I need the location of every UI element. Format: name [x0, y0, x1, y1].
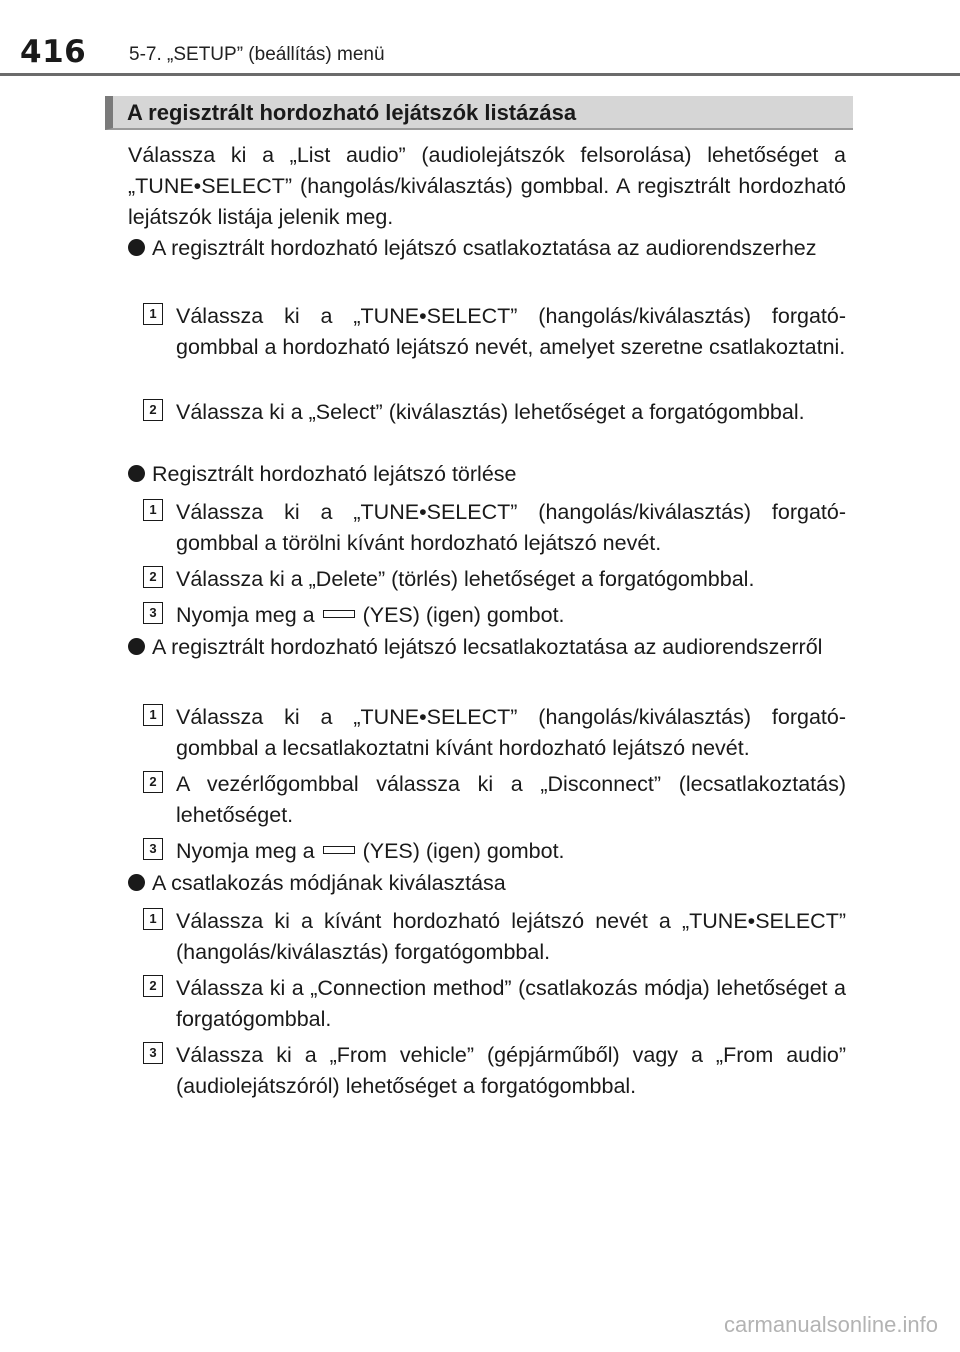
step-text: Válassza ki a „Delete” (törlés) lehetőséget a forgatógombbal.: [176, 567, 755, 591]
bullet-dot-icon: [128, 465, 145, 482]
step-text-after: (YES) (igen) gombot.: [362, 839, 565, 863]
bullet-item: [128, 868, 846, 899]
step-number-badge: 1: [143, 499, 163, 521]
step-number-badge: 2: [143, 566, 163, 588]
step-number-badge: 2: [143, 975, 163, 997]
step-text: Válassza ki a „Connection method” (csatlakozás módja) lehetőséget a forgatógombbal.: [176, 976, 846, 1031]
step-number-badge: 3: [143, 1042, 163, 1064]
step-text: Válassza ki a „Select” (kiválasztás) lehetőséget a forgatógombbal.: [176, 400, 805, 424]
bullet-item: [128, 233, 846, 295]
step-item: [143, 702, 846, 764]
step-item: [143, 1040, 846, 1102]
bullet-title: A regisztrált hordozható lejátszó lecsatlakoztatása az audiorendszerről: [152, 635, 823, 659]
step-text: Válassza ki a „From vehicle” (gépjárműből) vagy a „From audio” (audiolejátszóról) lehetőséget a forgatógombbal.: [176, 1043, 846, 1098]
step-item: [143, 836, 846, 867]
step-text-after: (YES) (igen) gombot.: [362, 603, 565, 627]
bullet-dot-icon: [128, 874, 145, 891]
heading-bar: [105, 96, 853, 130]
step-text-before: Nyomja meg a: [176, 603, 315, 627]
step-number-badge: 2: [143, 771, 163, 793]
step-number-badge: 1: [143, 908, 163, 930]
step-text: Válassza ki a „TUNE•SELECT” (hangolás/kiválasztás) forgatógombbal a hordozható lejátszó nevét, amelyet szeretne csatlakoztatni.: [176, 304, 846, 359]
page-header: [0, 0, 960, 80]
step-item: [143, 769, 846, 831]
step-item: [143, 906, 846, 968]
step-item: [143, 497, 846, 559]
bullet-dot-icon: [128, 239, 145, 256]
step-item: [143, 301, 846, 394]
step-text: [176, 836, 846, 867]
step-number-badge: 3: [143, 602, 163, 624]
header-rule: [0, 73, 960, 76]
step-text: A vezérlőgombbal válassza ki a „Disconnect” (lecsatlakoztatás) lehetőséget.: [176, 772, 846, 827]
step-item: [143, 564, 846, 595]
step-text: [176, 600, 846, 631]
watermark: carmanualsonline.info: [723, 1312, 938, 1337]
bullet-item: [128, 632, 846, 694]
step-text: Válassza ki a „TUNE•SELECT” (hangolás/kiválasztás) forgatógombbal a lecsatlakoztatni kívánt hordozható lejátszó nevét.: [176, 705, 846, 760]
step-item: [143, 397, 846, 459]
page-number: 416: [20, 34, 87, 70]
step-text-before: Nyomja meg a: [176, 839, 315, 863]
yes-button-icon: [323, 846, 355, 854]
step-text: Válassza ki a kívánt hordozható lejátszó nevét a „TUNE•SELECT” (hangolás/kiválasztás) forgatógombbal.: [176, 909, 846, 964]
bullet-title: A regisztrált hordozható lejátszó csatlakoztatása az audiorendszerhez: [152, 236, 817, 260]
step-text: Válassza ki a „TUNE•SELECT” (hangolás/kiválasztás) forgatógombbal a törölni kívánt hordozható lejátszó nevét.: [176, 500, 846, 555]
bullet-title: Regisztrált hordozható lejátszó törlése: [152, 462, 517, 486]
step-number-badge: 2: [143, 399, 163, 421]
section-title: 5-7. „SETUP” (beállítás) menü: [129, 44, 385, 65]
intro-paragraph: Válassza ki a „List audio” (audiolejátszók felsorolása) lehetőséget a „TUNE•SELECT” (hangolás/kiválasztás) gombbal. A regisztrált hordozható lejátszók listája jelenik meg.: [128, 143, 846, 229]
step-number-badge: 1: [143, 704, 163, 726]
step-number-badge: 1: [143, 303, 163, 325]
bullet-title: A csatlakozás módjának kiválasztása: [152, 871, 506, 895]
bullet-dot-icon: [128, 638, 145, 655]
step-item: [143, 600, 846, 631]
step-number-badge: 3: [143, 838, 163, 860]
step-item: [143, 973, 846, 1035]
yes-button-icon: [323, 610, 355, 618]
heading-title: A regisztrált hordozható lejátszók listázása: [127, 100, 577, 125]
bullet-item: [128, 459, 846, 490]
